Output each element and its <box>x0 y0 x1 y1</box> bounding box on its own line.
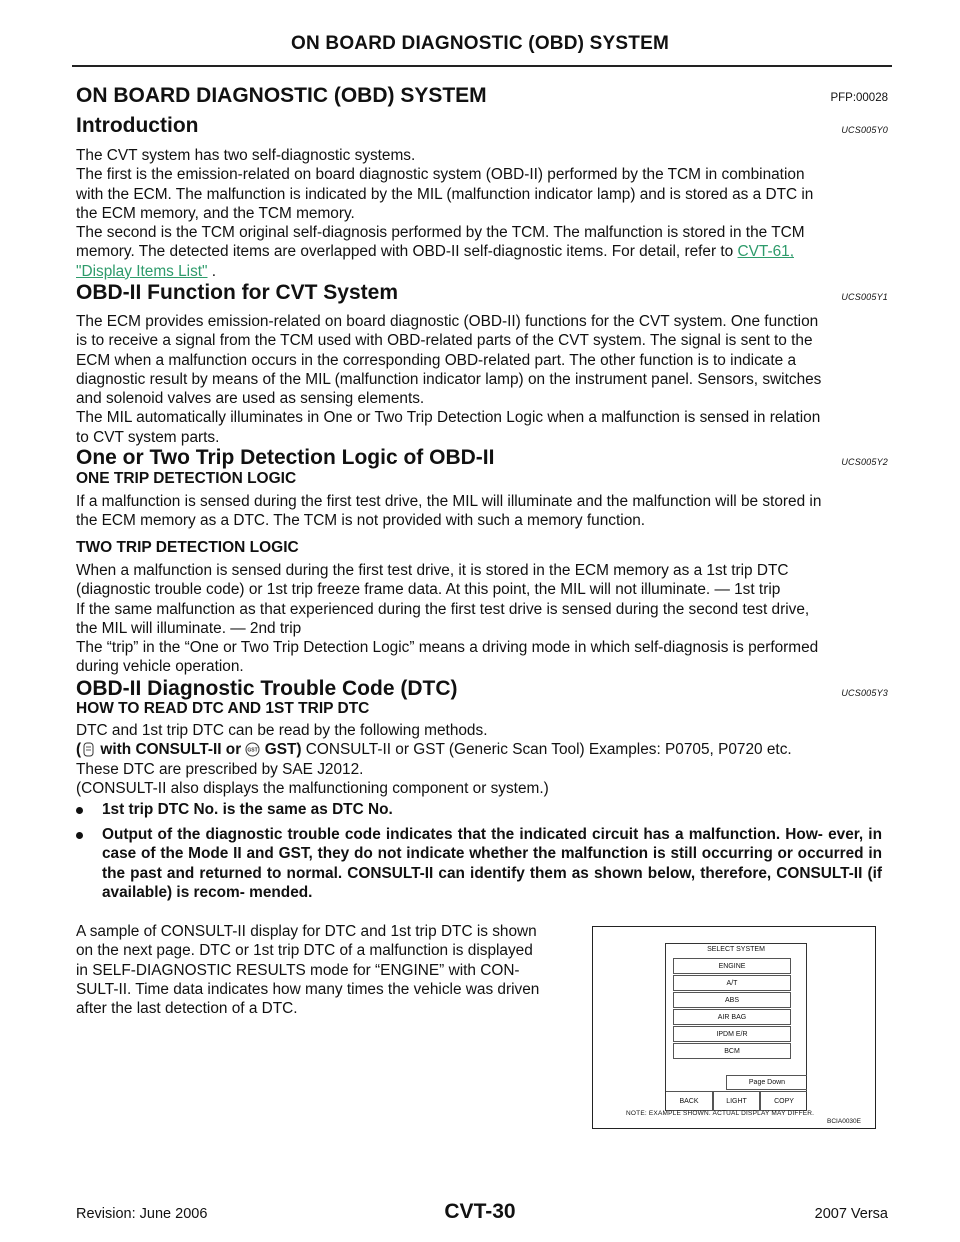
text-line: is to receive a signal from the TCM used with OBD-related parts of the CVT system. The signal is sent to the <box>76 332 813 350</box>
text-fragment: GST) <box>260 741 302 759</box>
heading-introduction: Introduction <box>76 114 199 137</box>
copy-button: COPY <box>760 1091 807 1111</box>
text-line: to CVT system parts. <box>76 428 220 446</box>
screen-title: SELECT SYSTEM <box>707 946 765 953</box>
text-fragment: with CONSULT-II or <box>96 741 246 759</box>
screen-item-air-bag: AIR BAG <box>673 1009 791 1025</box>
text-line: The ECM provides emission-related on board diagnostic (OBD-II) functions for the CVT system. One function <box>76 313 819 330</box>
obd-function-paragraph <box>76 312 882 447</box>
back-button: BACK <box>666 1091 713 1111</box>
header-rule <box>72 65 892 67</box>
bullet-dot <box>76 832 83 839</box>
text-line: or occurred in the past and returned to normal. <box>102 845 882 882</box>
section-code-obd-function: UCS005Y1 <box>841 292 888 302</box>
text-line: during vehicle operation. <box>76 658 244 676</box>
consult-screen-figure <box>592 926 876 1129</box>
heading-two-trip: TWO TRIP DETECTION LOGIC <box>76 539 299 556</box>
text-line: CONSULT-II can identify them as shown below, therefore, CONSULT-II (if available) is recom- <box>102 864 882 901</box>
intro-paragraph <box>76 146 882 281</box>
text-fragment: ( <box>76 741 82 759</box>
text-line: Output of the diagnostic trouble code indicates that the indicated circuit has a malfunction. How- <box>102 826 823 843</box>
text-line: memory. The detected items are overlapped with OBD-II self-diagnostic items. For detail, refer to <box>76 243 734 261</box>
text-line: the ECM memory as a DTC. The TCM is not provided with such a memory function. <box>76 512 646 530</box>
text-line: the ECM memory, and the TCM memory. <box>76 204 355 222</box>
bullet-text <box>102 825 882 902</box>
section-code-intro: UCS005Y0 <box>841 125 888 135</box>
screen-item-engine: ENGINE <box>673 958 791 974</box>
link-cvt-61[interactable]: CVT-61, <box>737 243 794 261</box>
footer-revision: Revision: June 2006 <box>76 1206 208 1222</box>
gst-tool-icon <box>245 742 260 757</box>
text-line: The first is the emission-related on board diagnostic system (OBD-II) performed by the TCM in combination <box>76 166 805 184</box>
bullet-item <box>76 825 882 902</box>
text-line: ECM when a malfunction occurs in the corresponding OBD-related part. The other function is to indicate a <box>76 351 797 369</box>
text-line: on the next page. DTC or 1st trip DTC of a malfunction is displayed <box>76 942 533 960</box>
running-header: ON BOARD DIAGNOSTIC (OBD) SYSTEM <box>291 33 669 54</box>
text-line: The “trip” in the “One or Two Trip Detection Logic” means a driving mode in which self-diagnosis is performed <box>76 639 819 657</box>
heading-one-trip: ONE TRIP DETECTION LOGIC <box>76 470 297 487</box>
sample-paragraph <box>76 922 576 1018</box>
text-line: The CVT system has two self-diagnostic systems. <box>76 147 416 164</box>
text-line: after the last detection of a DTC. <box>76 1000 298 1018</box>
bullet-text: 1st trip DTC No. is the same as DTC No. <box>102 801 393 818</box>
text-line: If a malfunction is sensed during the first test drive, the MIL will illuminate and the malfunction will be stored in <box>76 493 822 510</box>
heading-trip-logic: One or Two Trip Detection Logic of OBD-II <box>76 446 495 469</box>
section-title: ON BOARD DIAGNOSTIC (OBD) SYSTEM <box>76 84 487 107</box>
heading-obd-function: OBD-II Function for CVT System <box>76 281 399 304</box>
heading-read-dtc: HOW TO READ DTC AND 1ST TRIP DTC <box>76 700 370 717</box>
text-line: DTC and 1st trip DTC can be read by the following methods. <box>76 722 488 739</box>
text-fragment: CONSULT-II or GST (Generic Scan Tool) Examples: P0705, P0720 etc. <box>301 741 792 759</box>
one-trip-paragraph <box>76 492 882 531</box>
text-line: diagnostic result by means of the MIL (malfunction indicator lamp) on the instrument panel. Sensors, switches <box>76 370 822 388</box>
text-line: mended. <box>249 883 313 901</box>
consult-screen <box>665 943 807 1111</box>
text-line: and solenoid valves are used as sensing elements. <box>76 390 425 408</box>
page-down-button: Page Down <box>726 1075 807 1090</box>
section-code-trip-logic: UCS005Y2 <box>841 457 888 467</box>
text-line: (CONSULT-II also displays the malfunctioning component or system.) <box>76 779 549 797</box>
part-code: PFP:00028 <box>830 92 888 104</box>
screen-item-ipdm: IPDM E/R <box>673 1026 791 1042</box>
light-button: LIGHT <box>713 1091 760 1111</box>
text-fragment: . <box>207 262 217 280</box>
screen-item-at: A/T <box>673 975 791 991</box>
section-code-dtc: UCS005Y3 <box>841 688 888 698</box>
screen-item-abs: ABS <box>673 992 791 1008</box>
text-line: The MIL automatically illuminates in One or Two Trip Detection Logic when a malfunction is sensed in relation <box>76 409 821 427</box>
consult-tool-icon <box>81 742 96 757</box>
text-line: When a malfunction is sensed during the first test drive, it is stored in the ECM memory as a 1st trip DTC <box>76 562 789 579</box>
screen-item-bcm: BCM <box>673 1043 791 1059</box>
text-line: ever, in case of the Mode II and GST, they do not indicate whether the malfunction is still occurring <box>102 826 882 863</box>
text-line: If the same malfunction as that experienced during the first test drive is sensed during the second test drive, <box>76 600 810 618</box>
text-line: A sample of CONSULT-II display for DTC and 1st trip DTC is shown <box>76 923 537 940</box>
text-line: The second is the TCM original self-diagnosis performed by the TCM. The malfunction is stored in the TCM <box>76 224 805 242</box>
svg-text:GST: GST <box>247 747 259 754</box>
footer-model: 2007 Versa <box>814 1206 888 1222</box>
bullet-dot <box>76 807 83 814</box>
text-line: These DTC are prescribed by SAE J2012. <box>76 760 364 778</box>
text-line: with the ECM. The malfunction is indicated by the MIL (malfunction indicator lamp) and is stored as a DTC in <box>76 185 814 203</box>
figure-note: NOTE: EXAMPLE SHOWN. ACTUAL DISPLAY MAY DIFFER. <box>626 1110 815 1117</box>
text-line: in SELF-DIAGNOSTIC RESULTS mode for “ENGINE” with CON- <box>76 961 520 979</box>
two-trip-paragraph <box>76 561 882 677</box>
text-line: SULT-II. Time data indicates how many times the vehicle was driven <box>76 980 540 998</box>
text-line: the MIL will illuminate. — 2nd trip <box>76 619 302 637</box>
dtc-paragraph <box>76 721 882 798</box>
heading-dtc: OBD-II Diagnostic Trouble Code (DTC) <box>76 677 458 700</box>
text-line: (diagnostic trouble code) or 1st trip freeze frame data. At this point, the MIL will not illuminate. — 1st trip <box>76 581 781 599</box>
footer-page-number: CVT-30 <box>444 1200 516 1223</box>
bullet-item <box>76 800 882 819</box>
figure-id: BCIA0030E <box>827 1118 861 1125</box>
link-display-items-list[interactable]: "Display Items List" <box>76 262 208 280</box>
